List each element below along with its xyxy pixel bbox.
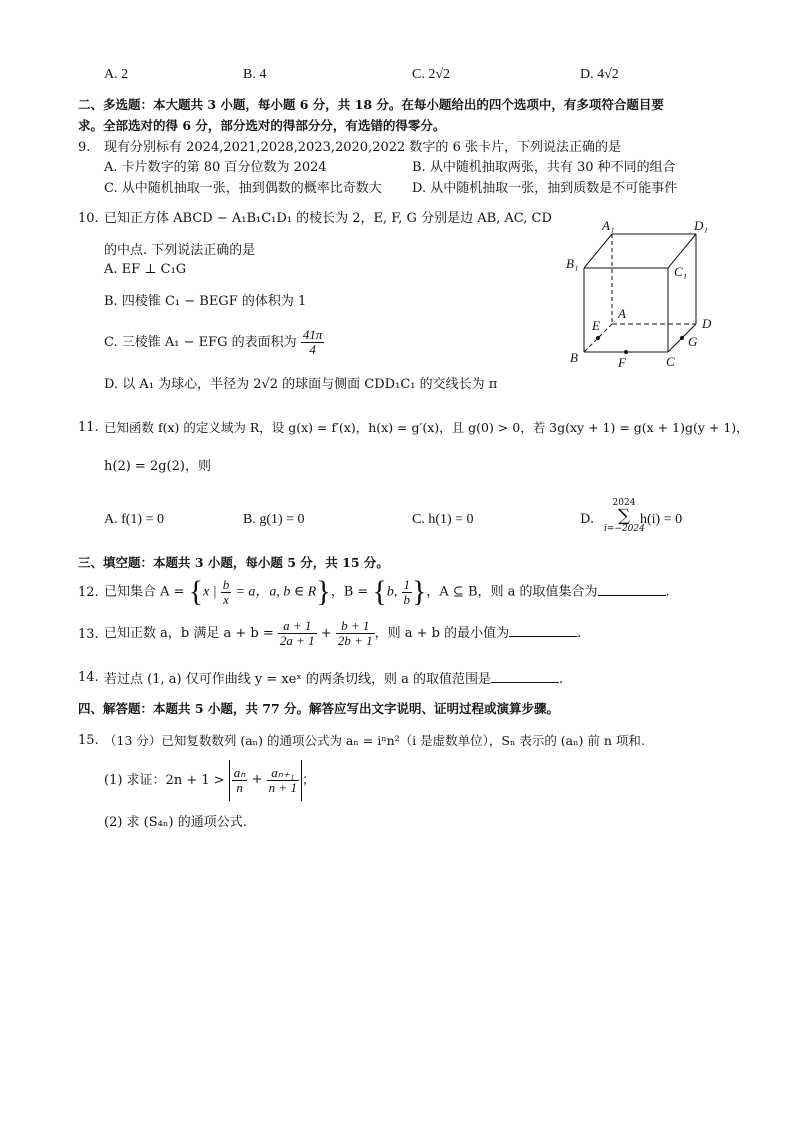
label-c: C xyxy=(666,354,675,369)
q12-answer-blank[interactable] xyxy=(598,583,666,596)
q10-option-c xyxy=(104,328,324,358)
q14-body xyxy=(104,670,563,688)
q14-text: 若过点 (1, a) 仅可作曲线 y = xeˣ 的两条切线，则 a 的取值范围是 xyxy=(104,672,492,687)
q11-summation xyxy=(604,498,644,534)
q12-set-b-num: 1 xyxy=(403,576,410,592)
q11-sum-upper: 2024 xyxy=(612,498,636,508)
q9-option-c: C. 从中随机抽取一张，抽到偶数的概率比奇数大 xyxy=(104,181,382,196)
q12-set-a-fraction xyxy=(221,578,232,607)
point-e xyxy=(596,336,600,340)
q13-f2-den: 2b + 1 xyxy=(337,633,373,648)
q12-brace-open-b: { xyxy=(372,575,387,608)
label-a: A xyxy=(618,306,626,321)
section3-heading: 三、填空题：本题共 3 小题，每小题 5 分，共 15 分。 xyxy=(78,555,389,570)
q11-sum-lower: i=−2024 xyxy=(604,524,645,534)
q9-option-a: A. 卡片数字的第 80 百分位数为 2024 xyxy=(104,160,327,175)
q11-option-b: B. g(1) = 0 xyxy=(243,512,305,527)
q15-part1-end: ； xyxy=(301,772,315,788)
q15-abs-value xyxy=(229,760,302,801)
q10-option-d: D. 以 A₁ 为球心，半径为 2√2 的球面与侧面 CDD₁C₁ 的交线长为 π xyxy=(104,377,498,392)
q13-pre: 已知正数 a，b 满足 a + b = xyxy=(104,626,274,641)
q10-c-numerator: 41π xyxy=(302,327,323,342)
q10-option-c-fraction xyxy=(301,328,325,357)
q14-answer-blank[interactable] xyxy=(491,670,559,683)
q15-stem: （13 分）已知复数数列 (aₙ) 的通项公式为 aₙ = iⁿn²（i 是虚数单位），Sₙ 表示的 (aₙ) 前 n 项和. xyxy=(104,733,645,748)
q12-set-b-den: b xyxy=(403,591,410,607)
section4-heading: 四、解答题：本题共 5 小题，共 77 分。解答应写出文字说明、证明过程或演算步骤。 xyxy=(78,701,560,716)
q14-end: . xyxy=(559,672,564,687)
q12-brace-open-a: { xyxy=(188,575,204,608)
q15-p1-fraction-1 xyxy=(232,766,248,795)
section2-heading-line1: 二、多选题：本大题共 3 小题，每小题 6 分，共 18 分。在每小题给出的四个选项中，有多项符合题目要 xyxy=(78,97,664,112)
q11-option-a: A. f(1) = 0 xyxy=(104,512,164,527)
q13-number: 13. xyxy=(78,627,99,642)
q12-set-a-left: x | xyxy=(203,584,217,600)
q10-stem-continued: 的中点. 下列说法正确的是 xyxy=(104,243,256,258)
point-g xyxy=(680,336,684,340)
q9-number: 9. xyxy=(78,140,91,155)
q12-post: ，A ⊆ B，则 a 的取值集合为 xyxy=(426,584,598,600)
q13-f2-num: b + 1 xyxy=(336,619,375,634)
label-b: B xyxy=(570,350,578,365)
q15-p1-f2-den: n + 1 xyxy=(268,779,297,795)
q13-fraction-2 xyxy=(336,619,375,648)
q8-option-d: D. 4√2 xyxy=(580,67,619,82)
q10-option-a: A. EF ⊥ C₁G xyxy=(104,262,187,277)
q11-stem: 已知函数 f(x) 的定义域为 R，设 g(x) = f′(x)，h(x) = g′(x)，且 g(0) > 0，若 3g(xy + 1) = g(x + 1)g(y + 1)， xyxy=(104,420,749,435)
q11-sum-sigma: ∑ xyxy=(617,506,631,526)
q8-option-a: A. 2 xyxy=(104,67,129,82)
q13-plus: + xyxy=(320,626,332,641)
q13-end: . xyxy=(577,626,582,641)
q12-brace-close-a: } xyxy=(316,575,331,608)
q12-set-a-right: = a，a, b ∈ R xyxy=(235,584,317,600)
q12-set-b-left: b, xyxy=(386,584,398,600)
q13-fraction-1 xyxy=(278,619,317,648)
section2-heading-line2: 求。全部选对的得 6 分，部分选对的得部分分，有选错的得零分。 xyxy=(78,118,446,133)
q9-stem: 现有分别标有 2024,2021,2028,2023,2020,2022 数字的 6 张卡片，下列说法正确的是 xyxy=(104,140,621,155)
q13-post: ，则 a + b 的最小值为 xyxy=(374,626,510,641)
q10-c-denominator: 4 xyxy=(309,342,316,357)
q12-pre: 已知集合 A = xyxy=(104,584,185,600)
q9-option-b: B. 从中随机抽取两张，共有 30 种不同的组合 xyxy=(412,160,676,175)
label-c1: C₁ xyxy=(674,264,688,279)
label-a1: A₁ xyxy=(602,218,615,233)
q15-p1-fraction-2 xyxy=(267,766,299,795)
q11-option-c: C. h(1) = 0 xyxy=(412,512,474,527)
q13-body xyxy=(104,614,581,654)
q11-number: 11. xyxy=(78,420,99,435)
label-d: D xyxy=(702,316,712,331)
q14-number: 14. xyxy=(78,670,99,685)
q12-end: . xyxy=(665,584,670,600)
q15-p1-f1-num: aₙ xyxy=(233,764,246,780)
q8-option-b: B. 4 xyxy=(243,67,267,82)
q10-option-c-text: C. 三棱锥 A₁ − EFG 的表面积为 xyxy=(104,335,297,350)
q12-set-b-fraction xyxy=(402,578,413,607)
q15-p1-f1-den: n xyxy=(236,779,243,795)
label-b1: B₁ xyxy=(566,256,579,271)
q11-option-d xyxy=(580,512,594,528)
q13-f1-num: a + 1 xyxy=(278,619,317,634)
q12-body xyxy=(104,574,670,611)
q15-p1-plus: + xyxy=(251,772,263,787)
q12-set-a-num: b xyxy=(222,576,230,592)
q15-p1-f2-num: aₙ₊₁ xyxy=(267,766,299,781)
q12-brace-close-b: } xyxy=(412,575,427,608)
q15-part1-pre: (1) 求证：2n + 1 > xyxy=(104,772,225,788)
label-e: E xyxy=(592,318,600,333)
q11-stem-continued: h(2) = 2g(2)，则 xyxy=(104,459,211,474)
q15-part1 xyxy=(104,760,315,801)
q9-option-d: D. 从中随机抽取一张，抽到质数是不可能事件 xyxy=(412,181,678,196)
q10-stem: 已知正方体 ABCD − A₁B₁C₁D₁ 的棱长为 2，E, F, G 分别是边 AB, AC, CD xyxy=(104,211,552,226)
cube-figure xyxy=(560,218,720,370)
q13-answer-blank[interactable] xyxy=(509,624,577,637)
point-f xyxy=(624,350,628,354)
q12-set-a-den: x xyxy=(223,591,229,607)
q10-option-b: B. 四棱锥 C₁ − BEGF 的体积为 1 xyxy=(104,294,307,309)
q8-option-c: C. 2√2 xyxy=(412,67,451,82)
q10-number: 10. xyxy=(78,211,99,226)
label-g: G xyxy=(688,334,698,349)
label-f: F xyxy=(618,355,626,370)
q15-number: 15. xyxy=(78,733,99,748)
label-d1: D₁ xyxy=(694,218,708,233)
q13-f1-den: 2a + 1 xyxy=(279,633,315,648)
q11-option-d-label: D. xyxy=(580,512,595,527)
q12-number: 12. xyxy=(78,585,99,600)
q12-set-b-pre: ，B = xyxy=(330,584,369,600)
q15-part2: (2) 求 (S₄ₙ) 的通项公式. xyxy=(104,815,247,830)
q11-option-d-expression: h(i) = 0 xyxy=(640,512,683,527)
